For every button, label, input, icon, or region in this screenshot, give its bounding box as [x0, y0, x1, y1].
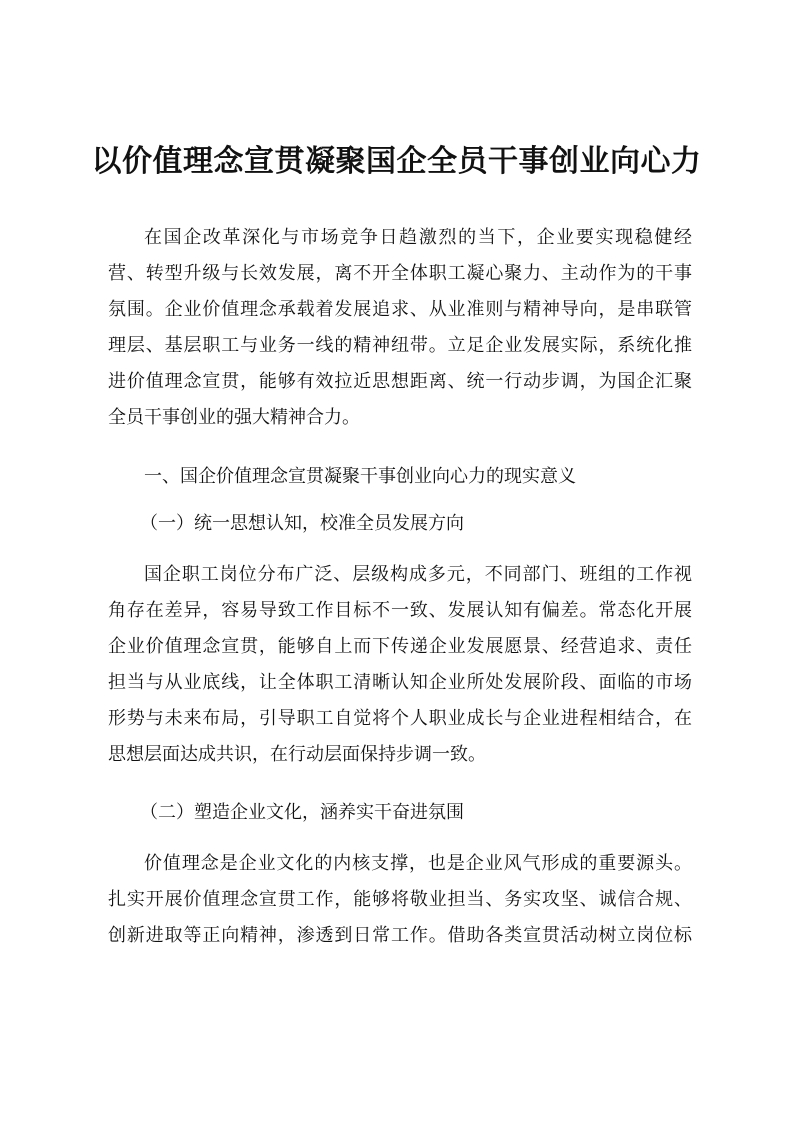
body-line: 形势与未来布局，引导职工自觉将个人职业成长与企业进程相结合，在	[108, 708, 692, 729]
intro-line: 氛围。企业价值理念承载着发展追求、从业准则与精神导向，是串联管	[108, 299, 692, 320]
document-title: 以价值理念宣贯凝聚国企全员干事创业向心力	[91, 144, 702, 179]
body-line: 扎实开展价值理念宣贯工作，能够将敬业担当、务实攻坚、诚信合规、	[108, 889, 692, 910]
intro-line: 在国企改革深化与市场竞争日趋激烈的当下，企业要实现稳健经	[144, 227, 692, 248]
body-line: 国企职工岗位分布广泛、层级构成多元，不同部门、班组的工作视	[144, 564, 692, 585]
body-line: 思想层面达成共识，在行动层面保持步调一致。	[108, 744, 486, 765]
intro-line: 营、转型升级与长效发展，离不开全体职工凝心聚力、主动作为的干事	[108, 263, 692, 284]
body-line: 角存在差异，容易导致工作目标不一致、发展认知有偏差。常态化开展	[108, 600, 692, 621]
intro-line: 全员干事创业的强大精神合力。	[108, 407, 360, 428]
subsection-heading: （一）统一思想认知，校准全员发展方向	[140, 513, 464, 534]
body-line: 创新进取等正向精神，渗透到日常工作。借助各类宣贯活动树立岗位标	[108, 925, 692, 946]
body-line: 企业价值理念宣贯，能够自上而下传递企业发展愿景、经营追求、责任	[108, 636, 692, 657]
section-heading: 一、国企价值理念宣贯凝聚干事创业向心力的现实意义	[144, 466, 576, 487]
subsection-heading: （二）塑造企业文化，涵养实干奋进氛围	[140, 802, 464, 823]
intro-line: 理层、基层职工与业务一线的精神纽带。立足企业发展实际，系统化推	[108, 335, 692, 356]
body-line: 价值理念是企业文化的内核支撑，也是企业风气形成的重要源头。	[144, 853, 692, 874]
body-line: 担当与从业底线，让全体职工清晰认知企业所处发展阶段、面临的市场	[108, 672, 692, 693]
intro-line: 进价值理念宣贯，能够有效拉近思想距离、统一行动步调，为国企汇聚	[108, 371, 692, 392]
